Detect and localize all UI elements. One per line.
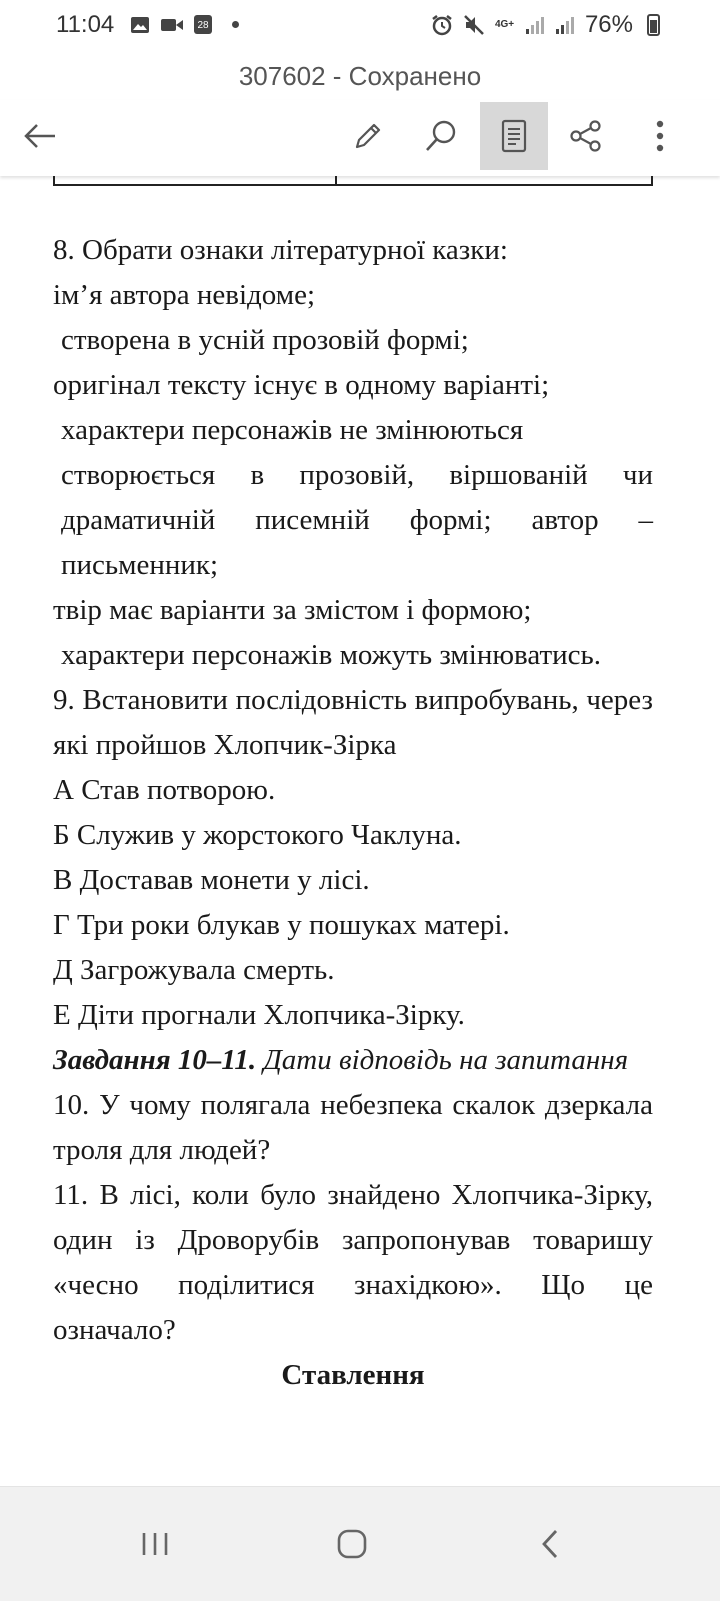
q9-option: Д Загрожувала смерть. [53, 954, 335, 986]
search-icon [424, 119, 458, 153]
q8-option: характери персонажів можуть змінюватись. [61, 639, 601, 671]
task-text: Дати відповідь на запитання [263, 1044, 629, 1076]
q9-title: 9. Встановити послідовність випробувань, через які пройшов Хлопчик-Зірка [53, 684, 653, 761]
edit-button[interactable] [334, 102, 402, 170]
table-divider [335, 176, 337, 184]
q9-option: А Став потворою. [53, 774, 276, 806]
edit-pencil-icon [352, 120, 384, 152]
navigation-bar [0, 1486, 720, 1601]
back-arrow-icon [23, 123, 57, 149]
reading-view-button[interactable] [480, 102, 548, 170]
task-label: Завдання 10–11. [53, 1044, 257, 1076]
calendar-day: 28 [197, 20, 209, 31]
task-instruction [53, 1038, 653, 1083]
recent-apps-button[interactable] [115, 1509, 195, 1579]
q8-option: ім’я автора невідоме; [53, 279, 316, 311]
recent-apps-icon [140, 1531, 170, 1557]
reading-view-icon [501, 119, 527, 153]
share-icon [569, 119, 603, 153]
mute-icon [463, 14, 485, 36]
status-bar [0, 0, 720, 52]
document-body [53, 228, 653, 1398]
section-heading: Ставлення [281, 1359, 425, 1391]
q9-option: Г Три роки блукав у пошуках матері. [53, 909, 510, 941]
battery-percent: 76% [584, 11, 633, 38]
q11: 11. В лісі, коли було знайдено Хлопчика-Зірку, один із Дроворубів запропонував товаришу «чесно поділитися знахідкою». Що це означало? [53, 1179, 653, 1346]
home-icon [337, 1529, 367, 1559]
more-options-button[interactable] [626, 102, 694, 170]
battery-icon [647, 14, 660, 36]
q8-option: оригінал тексту існує в одному варіанті; [53, 369, 550, 401]
q8-option: характери персонажів не змінюються [61, 414, 524, 446]
more-options-icon [655, 120, 665, 152]
home-button[interactable] [312, 1509, 392, 1579]
document-view[interactable] [0, 176, 720, 1486]
alarm-icon [431, 14, 453, 36]
q8-option: твір має варіанти за змістом і формою; [53, 594, 532, 626]
q9-option: Б Служив у жорстокого Чаклуна. [53, 819, 462, 851]
gallery-icon [130, 16, 150, 34]
back-button[interactable] [6, 102, 74, 170]
signal-icon-2 [555, 15, 575, 35]
system-back-button[interactable] [510, 1509, 590, 1579]
document-title: 307602 - Сохранено [238, 61, 482, 91]
network-type: 4G+ [494, 19, 515, 30]
table-fragment [53, 176, 653, 186]
search-button[interactable] [407, 102, 475, 170]
back-icon [540, 1529, 560, 1559]
video-icon [160, 17, 184, 33]
q8-option: створена в усній прозовій формі; [61, 324, 469, 356]
document-title-bar [0, 52, 720, 100]
signal-icon-1 [525, 15, 545, 35]
q8-option: створюється в прозовій, віршованій чи драматичній писемній формі; автор – письменник; [61, 459, 653, 581]
q10: 10. У чому полягала небезпека скалок дзеркала троля для людей? [53, 1089, 653, 1166]
notification-icons [130, 15, 239, 34]
q9-option: В Доставав монети у лісі. [53, 864, 370, 896]
q8-title: 8. Обрати ознаки літературної казки: [53, 234, 508, 266]
toolbar [0, 100, 720, 176]
status-time: 11:04 [56, 11, 115, 38]
dot-icon [232, 21, 239, 28]
system-indicators [431, 11, 660, 39]
q9-option: Е Діти прогнали Хлопчика-Зірку. [53, 999, 465, 1031]
calendar-icon [194, 15, 212, 34]
share-button[interactable] [552, 102, 620, 170]
